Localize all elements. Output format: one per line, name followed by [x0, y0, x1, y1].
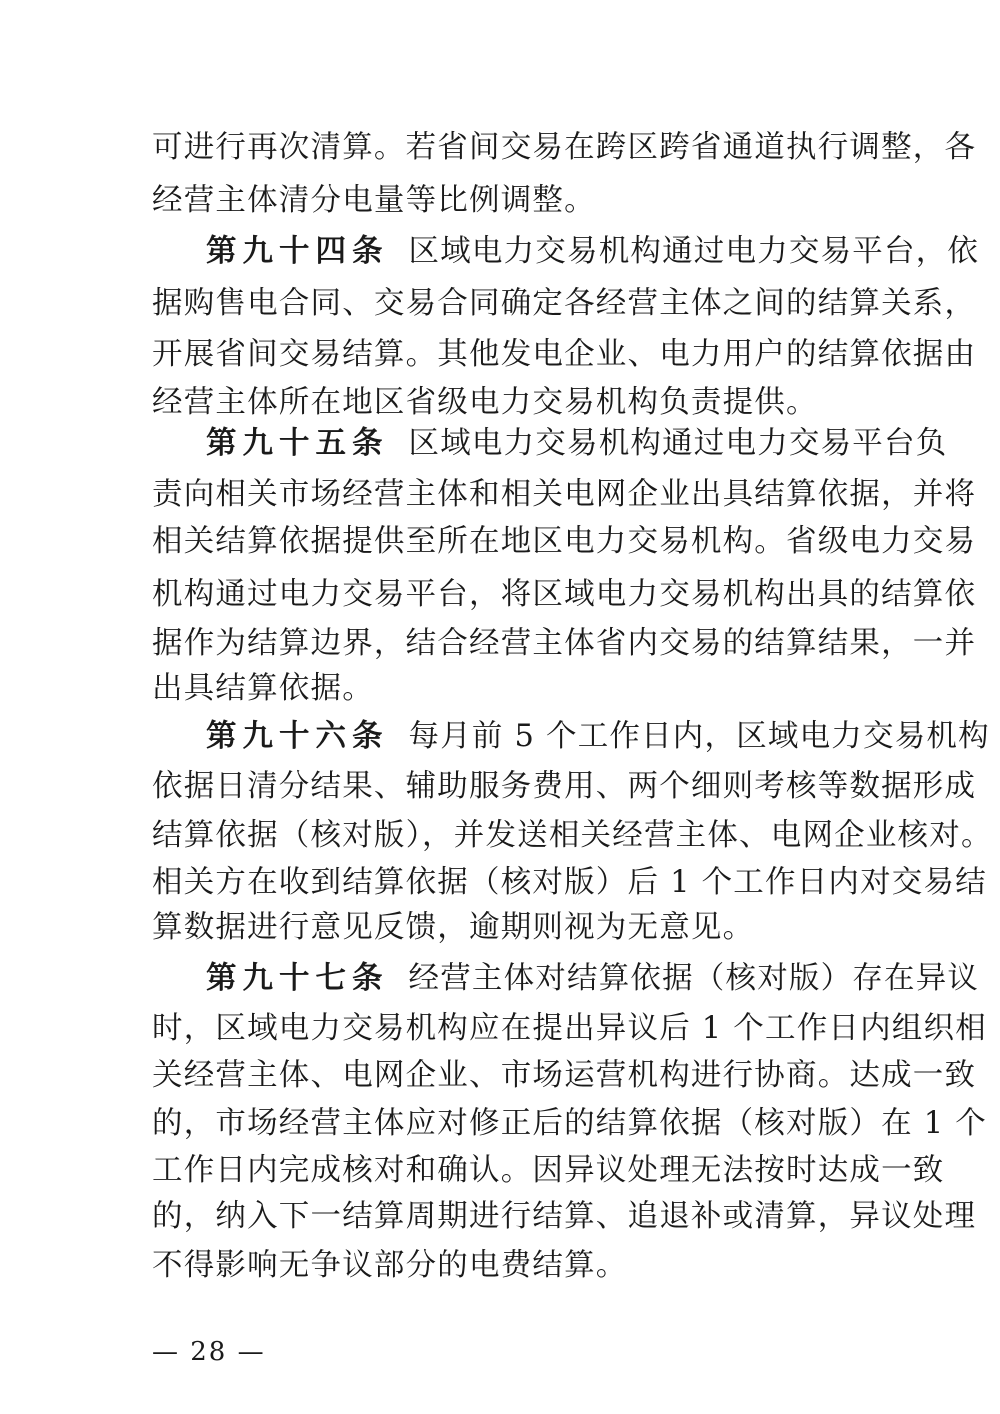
text-line: 开展省间交易结算。其他发电企业、电力用户的结算依据由 — [152, 337, 977, 372]
text-line: 经营主体清分电量等比例调整。 — [152, 183, 596, 218]
text-line: 的，市场经营主体应对修正后的结算依据（核对版）在 1 个 — [152, 1106, 987, 1141]
article-94-text: 区域电力交易机构通过电力交易平台，依 — [408, 234, 980, 269]
text-line: 相关方在收到结算依据（核对版）后 1 个工作日内对交易结 — [152, 865, 987, 900]
text-line: 出具结算依据。 — [152, 671, 374, 706]
article-95-first-line — [206, 425, 947, 462]
text-line: 机构通过电力交易平台，将区域电力交易机构出具的结算依 — [152, 577, 977, 612]
text-line: 算数据进行意见反馈，逾期则视为无意见。 — [152, 910, 755, 945]
text-line: 时，区域电力交易机构应在提出异议后 1 个工作日内组织相 — [152, 1011, 987, 1046]
text-line: 可进行再次清算。若省间交易在跨区跨省通道执行调整，各 — [152, 130, 977, 165]
text-line: 据购售电合同、交易合同确定各经营主体之间的结算关系， — [152, 286, 977, 321]
article-94-first-line — [206, 233, 979, 270]
article-95-text: 区域电力交易机构通过电力交易平台负 — [408, 426, 948, 461]
text-line: 结算依据（核对版），并发送相关经营主体、电网企业核对。 — [152, 818, 993, 853]
text-line: 相关结算依据提供至所在地区电力交易机构。省级电力交易 — [152, 524, 977, 559]
text-line: 责向相关市场经营主体和相关电网企业出具结算依据，并将 — [152, 477, 977, 512]
article-95-title: 第九十五条 — [206, 425, 389, 461]
article-96-first-line — [206, 718, 990, 755]
page-number: — 28 — — [152, 1337, 266, 1367]
text-line: 关经营主体、电网企业、市场运营机构进行协商。达成一致 — [152, 1058, 977, 1093]
text-line: 据作为结算边界，结合经营主体省内交易的结算结果，一并 — [152, 626, 977, 661]
article-97-title: 第九十七条 — [206, 960, 389, 996]
article-96-title: 第九十六条 — [206, 718, 389, 754]
article-97-first-line — [206, 960, 979, 997]
text-line: 依据日清分结果、辅助服务费用、两个细则考核等数据形成 — [152, 769, 977, 804]
text-line: 不得影响无争议部分的电费结算。 — [152, 1248, 628, 1283]
article-97-text: 经营主体对结算依据（核对版）存在异议 — [408, 961, 980, 996]
article-96-text: 每月前 5 个工作日内，区域电力交易机构 — [408, 719, 990, 754]
text-line: 工作日内完成核对和确认。因异议处理无法按时达成一致 — [152, 1153, 945, 1188]
article-94-title: 第九十四条 — [206, 233, 389, 269]
text-line: 的，纳入下一结算周期进行结算、追退补或清算，异议处理 — [152, 1199, 977, 1234]
text-line: 经营主体所在地区省级电力交易机构负责提供。 — [152, 385, 818, 420]
